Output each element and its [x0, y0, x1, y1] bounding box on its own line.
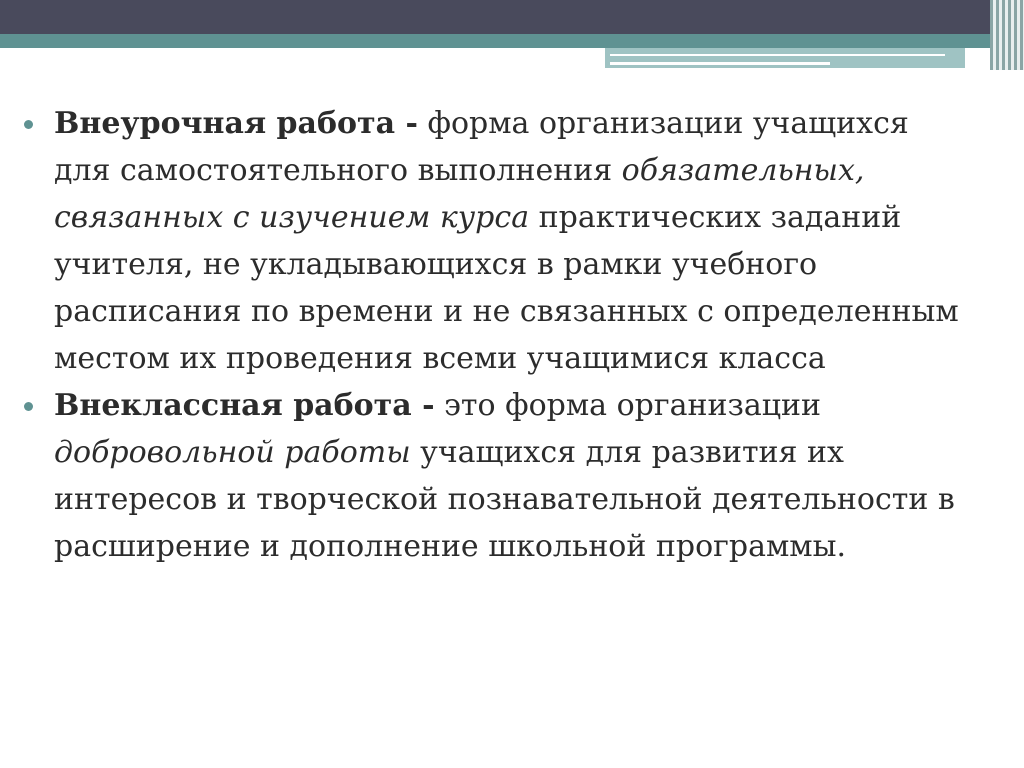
definition-list: [24, 100, 974, 570]
header-bar-teal: [0, 34, 1024, 48]
header-bar-dark: [0, 0, 1024, 34]
definition-text: это форма организации: [434, 388, 821, 423]
definition-italic: добровольной работы: [54, 435, 411, 470]
header-edge-stripes: [990, 0, 1024, 70]
definition-italic: обязательных, связанных с изучением курса: [54, 153, 865, 235]
definition-item-out-of-class: [24, 382, 974, 570]
definition-text: учащихся для развития их интересов и творческой познавательной деятельности в расширение и дополнение школьной программы.: [54, 435, 955, 564]
bullet-icon: [24, 120, 33, 129]
definition-text: практических заданий учителя, не укладывающихся в рамки учебного расписания по времени и не связанных с определенным местом их проведения всеми учащимися класса: [54, 200, 959, 376]
term: Внеклассная работа -: [54, 388, 435, 423]
header-accent-light: [605, 48, 965, 68]
bullet-icon: [24, 402, 33, 411]
slide-body: [24, 100, 974, 570]
term: Внеурочная работа -: [54, 106, 418, 141]
definition-item-extracurricular: [24, 100, 974, 382]
header-accent-line: [610, 54, 945, 56]
header-accent-line: [610, 62, 830, 65]
definition-text: форма организации учащихся для самостоятельного выполнения: [54, 106, 909, 188]
